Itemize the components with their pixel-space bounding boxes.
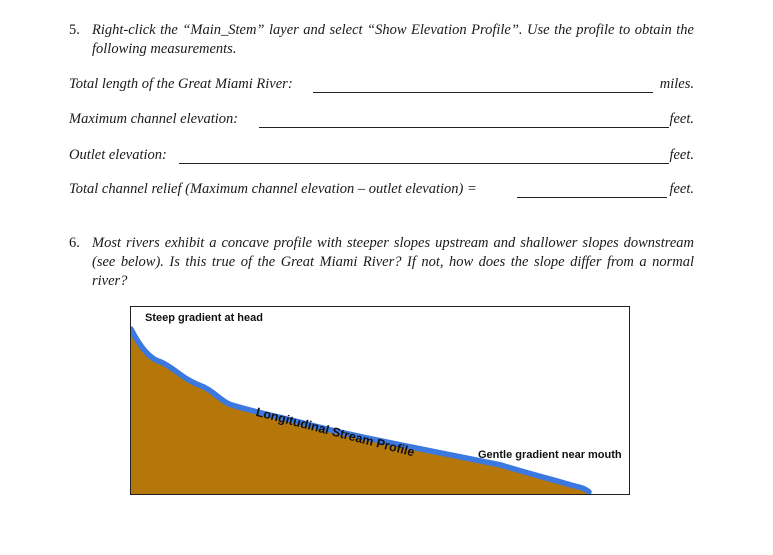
label-longitudinal-stream-profile: Longitudinal Stream Profile [254,405,417,460]
measurement-row-outlet-elevation [69,146,694,166]
measurement-row-max-elevation [69,110,694,130]
stream-profile-illustration [131,307,630,495]
outlet-elevation-answer-line[interactable] [179,163,669,164]
outlet-elevation-unit: feet. [669,147,694,163]
channel-relief-answer-line[interactable] [517,197,667,198]
question-5-number: 5. [69,22,80,38]
question-6-text: Most rivers exhibit a concave profile with steeper slopes upstream and shallower slopes downstream (see below). Is this true of the Great Miami River? If not, how does the slope differ from a normal river? [92,235,694,289]
measurement-row-total-length [69,75,694,95]
question-6-number: 6. [69,235,80,251]
question-6 [69,234,694,294]
stream-profile-figure [130,306,630,495]
question-5-text: Right-click the “Main_Stem” layer and select “Show Elevation Profile”. Use the profile to obtain the following measurements. [92,22,694,57]
total-length-answer-line[interactable] [313,92,653,93]
outlet-elevation-label: Outlet elevation: [69,147,167,163]
max-elevation-unit: feet. [669,111,694,127]
total-length-label: Total length of the Great Miami River: [69,76,293,92]
channel-relief-label: Total channel relief (Maximum channel elevation – outlet elevation) = [69,181,477,197]
label-gentle-gradient-mouth: Gentle gradient near mouth [478,449,622,461]
measurement-row-channel-relief [69,180,694,200]
total-length-unit: miles. [659,76,694,92]
question-5 [69,21,694,61]
max-elevation-label: Maximum channel elevation: [69,111,239,127]
label-steep-gradient-head: Steep gradient at head [145,312,263,324]
channel-relief-unit: feet. [669,181,694,197]
max-elevation-answer-line[interactable] [259,127,669,128]
